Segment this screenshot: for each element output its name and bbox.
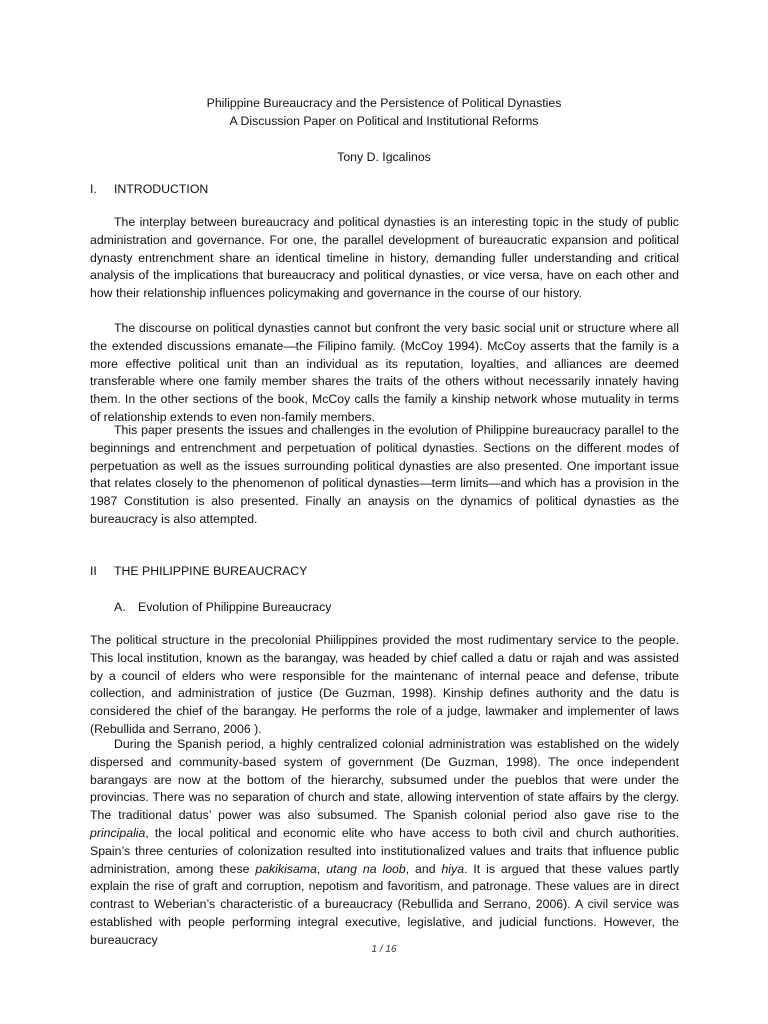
paragraph: The discourse on political dynasties cannot but confront the very basic social unit or structure where all the extended discussions emanate—the Filipino family. (McCoy 1994). McCoy asserts that the family is a more effective political unit than an individual as its reputation, loyalties, and alliances are deemed transferable where one family member shares the traits of the others without necessarily innately having them. In the other sections of the book, McCoy calls the family a kinship network whose mutuality in terms of relationship extends to even non-family members. — [90, 321, 679, 424]
term-principalia: principalia — [90, 825, 146, 840]
subsection-title: Evolution of Philippine Bureaucracy — [138, 600, 332, 614]
paragraph: The political structure in the precolonial Phiilippines provided the most rudimentary service to the people. This local institution, known as the barangay, was headed by chief called a datu or rajah and was assisted by a council of elders who were responsible for the maintenanc of internal peace and defense, tribute collection, and administration of justice (De Guzman, 1998). Kinship defines authority and the datu is considered the chief of the barangay. He performs the role of a judge, lawmaker and implementer of laws (Rebullida and Serrano, 2006 ). — [90, 633, 679, 736]
subsection-number: A. — [114, 600, 126, 614]
document-subtitle: A Discussion Paper on Political and Institutional Reforms — [229, 114, 539, 128]
section-number: II — [90, 564, 97, 578]
section-number: I. — [90, 182, 97, 196]
document-title: Philippine Bureaucracy and the Persistence of Political Dynasties — [206, 96, 562, 110]
term-utang-na-loob: utang na loob — [326, 861, 406, 876]
section-heading-introduction — [90, 180, 208, 198]
term-pakikisama: pakikisama — [255, 861, 317, 876]
section-heading-philippine-bureaucracy — [90, 562, 307, 580]
term-hiya: hiya — [441, 861, 465, 876]
document-author: Tony D. Igcalinos — [337, 150, 431, 164]
paragraph: During the Spanish period, a highly centralized colonial administration was established on the widely dispersed and community-based system of government (De Guzman, 1998). The once independent barangays are now at the bottom of the hierarchy, subsumed under the pueblos that were under the provincias. There was no separation of church and state, allowing intervention of state affairs by the clergy. The traditional datus’ power was also subsumed. The Spanish colonial period also gave rise to the principalia, the local political and economic elite who have access to both civil and church authorities. Spain’s three centuries of colonization resulted into institutionalized values and traits that influence public administration, among these pakikisama, utang na loob, and hiya. It is argued that these values partly explain the rise of graft and corruption, nepotism and favoritism, and patronage. These values are in direct contrast to Weberian’s characteristic of a bureaucracy (Rebullida and Serrano, 2006). A civil service was established with people performing integral executive, legislative, and judicial functions. However, the bureaucracy — [90, 737, 679, 947]
paragraph: The interplay between bureaucracy and political dynasties is an interesting topic in the study of public administration and governance. For one, the parallel development of bureaucratic expansion and political dynasty entrenchment share an identical timeline in history, demanding fuller understanding and critical analysis of the implications that bureaucracy and political dynasties, or vice versa, have on each other and how their relationship influences policymaking and governance in the course of our history. — [90, 215, 679, 301]
subsection-heading-evolution — [114, 598, 331, 616]
page-indicator: 1 / 16 — [371, 944, 397, 955]
section-title: INTRODUCTION — [114, 182, 209, 196]
section-title: THE PHILIPPINE BUREAUCRACY — [114, 564, 308, 578]
paragraph: This paper presents the issues and challenges in the evolution of Philippine bureaucracy parallel to the beginnings and entrenchment and perpetuation of political dynasties. Sections on the different modes of perpetuation as well as the issues surrounding political dynasties are also presented. One important issue that relates closely to the phenomenon of political dynasties—term limits—and which has a provision in the 1987 Constitution is also presented. Finally an anaysis on the dynamics of political dynasties as the bureaucracy is also attempted. — [90, 423, 679, 526]
